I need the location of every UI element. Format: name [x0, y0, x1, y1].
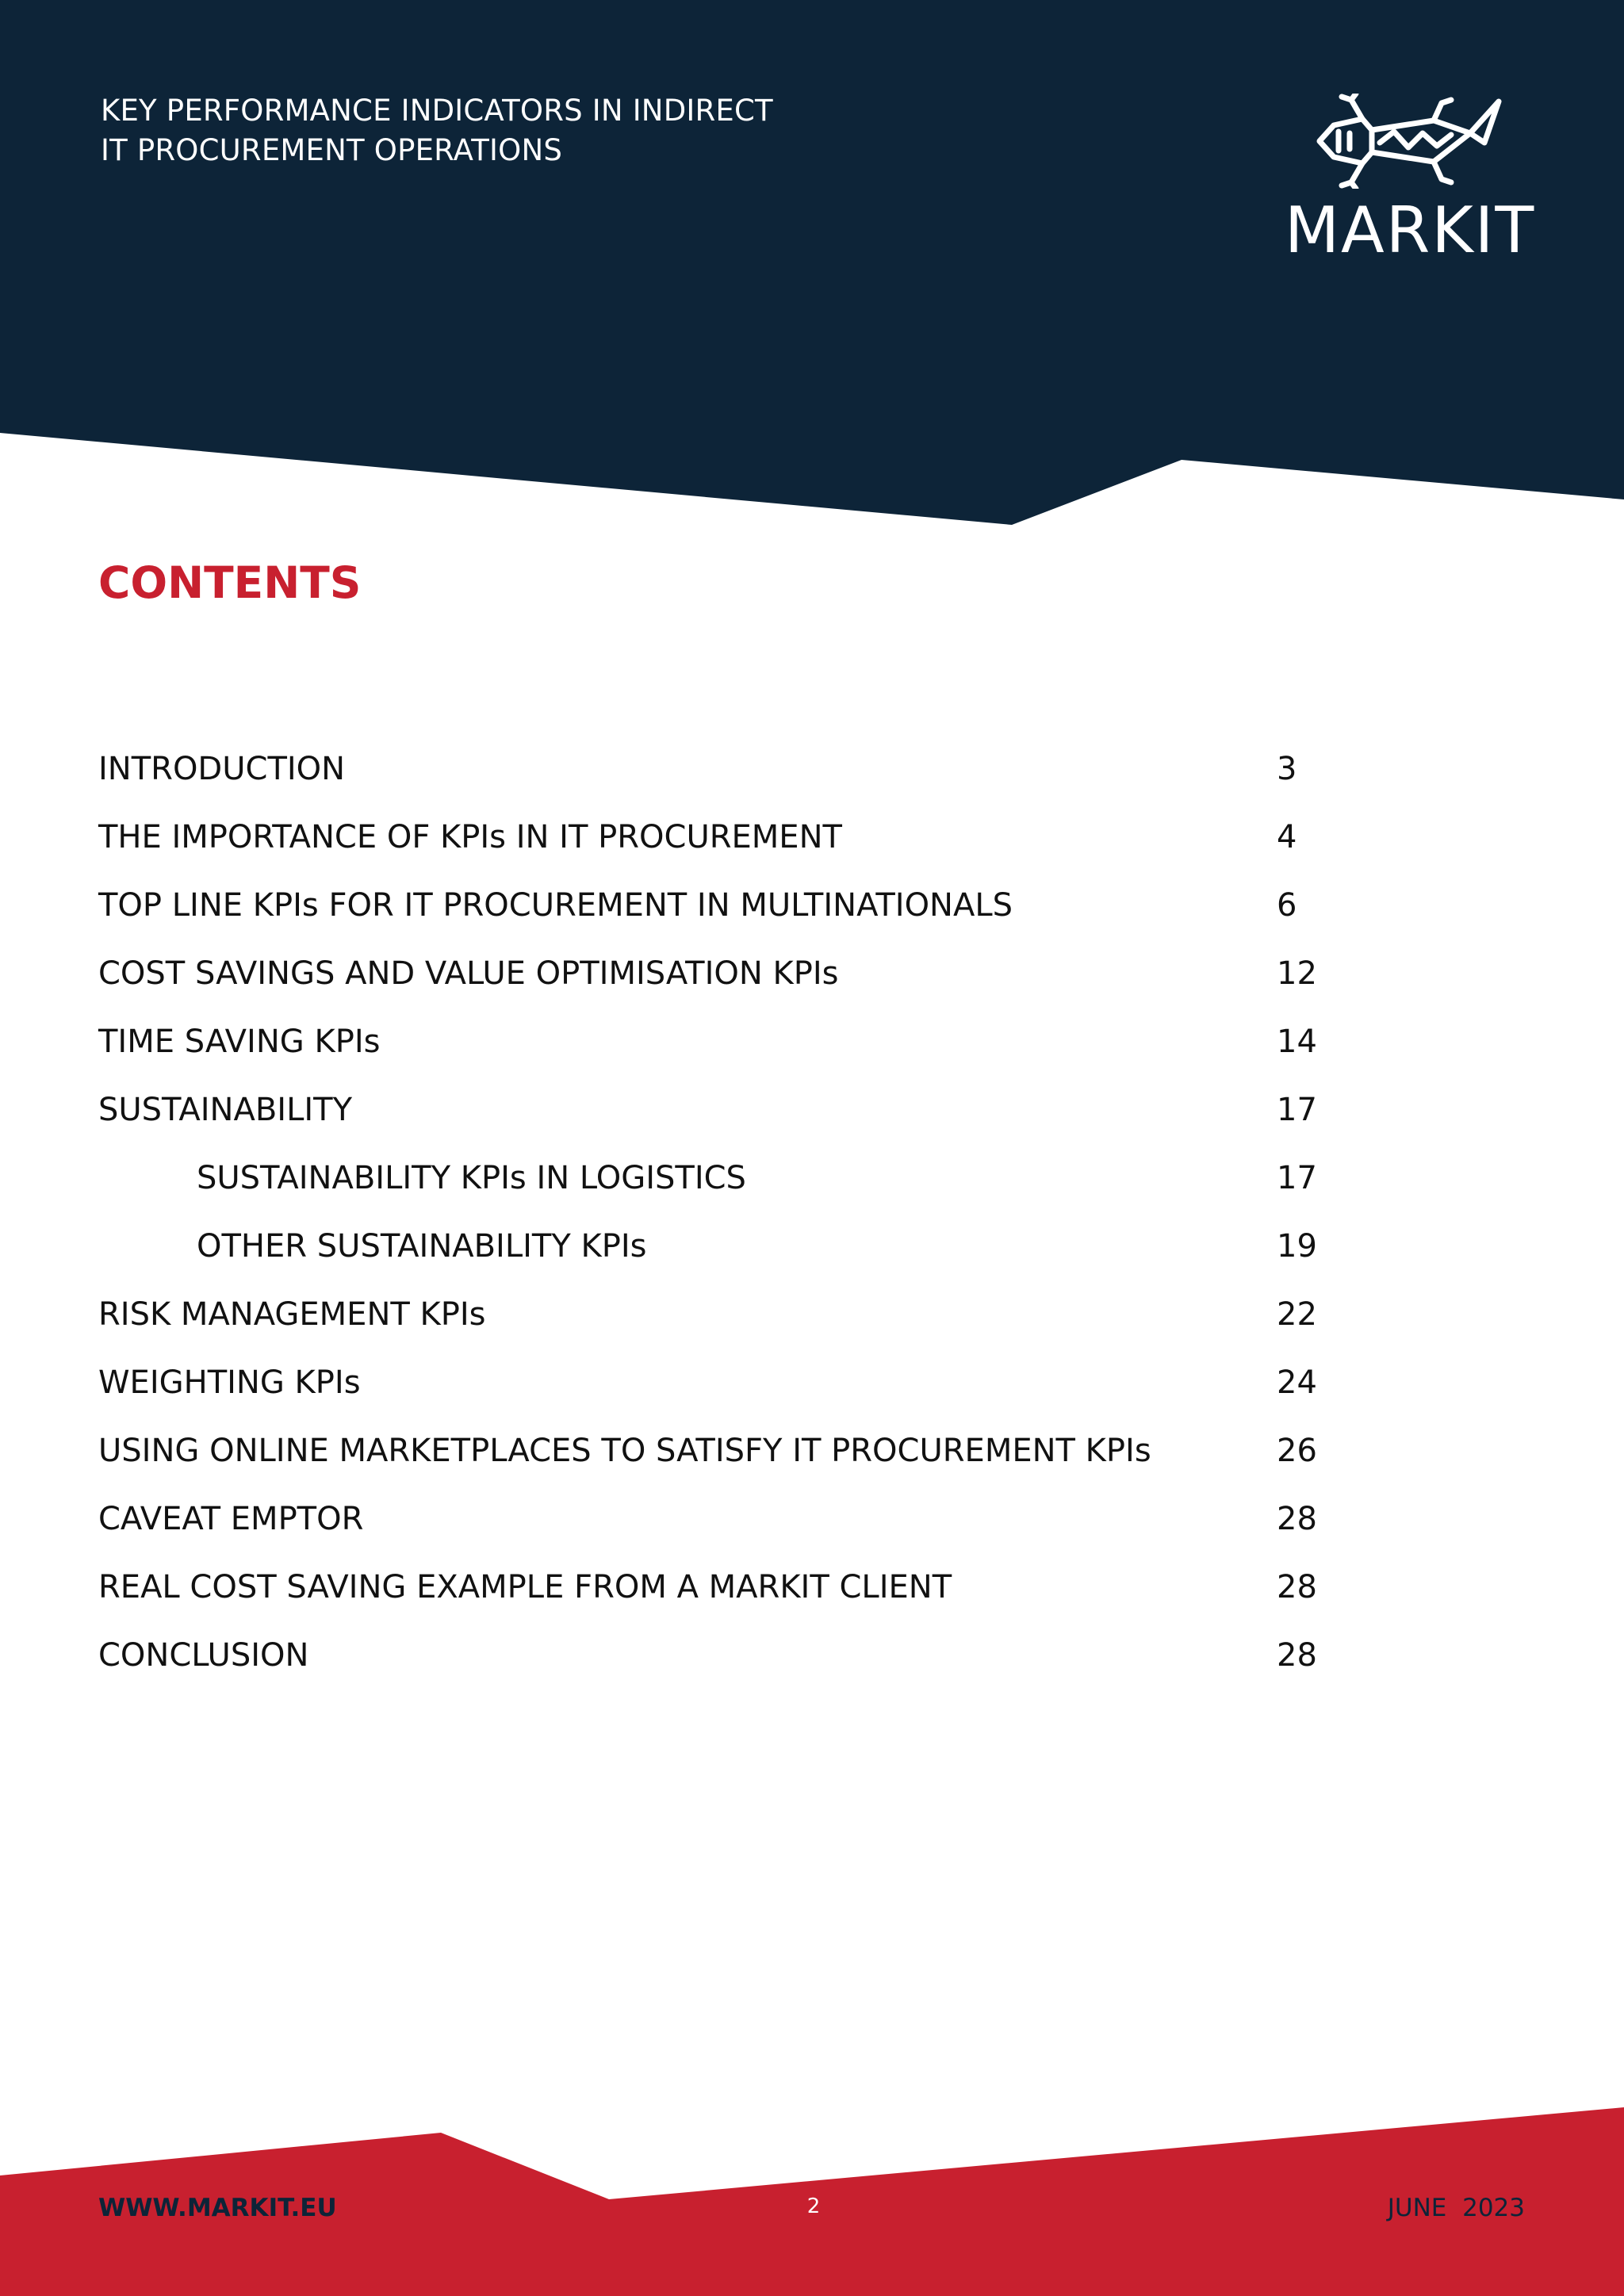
toc-entry-sustainability[interactable] — [98, 1086, 1399, 1154]
toc-entry-label: CONCLUSION — [98, 1637, 309, 1674]
toc-entry-page: 28 — [1277, 1637, 1317, 1674]
toc-entry-label: CAVEAT EMPTOR — [98, 1501, 364, 1537]
toc-entry-page: 17 — [1277, 1092, 1317, 1128]
toc-entry-label: OTHER SUSTAINABILITY KPIs — [197, 1228, 647, 1265]
toc-entry-page: 28 — [1277, 1569, 1317, 1605]
toc-entry-page: 22 — [1277, 1296, 1317, 1333]
document-title-line-2: IT PROCUREMENT OPERATIONS — [101, 133, 563, 167]
document-title — [101, 91, 773, 170]
toc-entry-introduction[interactable] — [98, 745, 1399, 813]
toc-entry-label: WEIGHTING KPIs — [98, 1364, 361, 1401]
toc-entry-page: 19 — [1277, 1228, 1317, 1265]
toc-entry-label: REAL COST SAVING EXAMPLE FROM A MARKIT CLIENT — [98, 1569, 952, 1605]
logo-wordmark: MARKIT — [1285, 193, 1536, 267]
toc-entry-top-line-kpis[interactable] — [98, 882, 1399, 950]
toc-entry-label: TIME SAVING KPIs — [98, 1024, 381, 1060]
toc-entry-page: 26 — [1277, 1433, 1317, 1469]
toc-entry-risk-management[interactable] — [98, 1291, 1399, 1359]
toc-entry-page: 4 — [1277, 819, 1297, 855]
toc-entry-label: RISK MANAGEMENT KPIs — [98, 1296, 486, 1333]
document-title-line-1: KEY PERFORMANCE INDICATORS IN INDIRECT — [101, 94, 773, 128]
toc-entry-page: 14 — [1277, 1024, 1317, 1060]
table-of-contents — [98, 745, 1399, 1700]
toc-entry-label: SUSTAINABILITY — [98, 1092, 353, 1128]
toc-entry-label: SUSTAINABILITY KPIs IN LOGISTICS — [197, 1160, 746, 1196]
header-background — [0, 0, 1624, 539]
toc-entry-page: 17 — [1277, 1160, 1317, 1196]
toc-entry-label: USING ONLINE MARKETPLACES TO SATISFY IT PROCUREMENT KPIs — [98, 1433, 1151, 1469]
footer-website-link[interactable]: WWW.MARKIT.EU — [98, 2194, 337, 2222]
toc-entry-page: 24 — [1277, 1364, 1317, 1401]
toc-entry-time-saving[interactable] — [98, 1018, 1399, 1086]
toc-entry-page: 3 — [1277, 751, 1297, 787]
lizard-logo-icon — [1315, 94, 1505, 189]
toc-entry-online-marketplaces[interactable] — [98, 1427, 1399, 1495]
toc-entry-label: TOP LINE KPIs FOR IT PROCUREMENT IN MULTINATIONALS — [98, 887, 1013, 924]
toc-entry-label: COST SAVINGS AND VALUE OPTIMISATION KPIs — [98, 955, 839, 992]
toc-entry-page: 6 — [1277, 887, 1297, 924]
page-number: 2 — [806, 2195, 821, 2218]
toc-entry-label: INTRODUCTION — [98, 751, 346, 787]
toc-entry-label: THE IMPORTANCE OF KPIs IN IT PROCUREMENT — [98, 819, 842, 855]
toc-subentry-sustainability-logistics[interactable] — [98, 1154, 1399, 1223]
toc-entry-caveat-emptor[interactable] — [98, 1495, 1399, 1563]
publication-date: JUNE 2023 — [1387, 2194, 1525, 2222]
toc-subentry-other-sustainability[interactable] — [98, 1223, 1399, 1291]
toc-entry-page: 12 — [1277, 955, 1317, 992]
toc-entry-cost-savings[interactable] — [98, 950, 1399, 1018]
toc-entry-conclusion[interactable] — [98, 1632, 1399, 1700]
toc-entry-importance-of-kpis[interactable] — [98, 813, 1399, 882]
toc-entry-real-cost-saving[interactable] — [98, 1563, 1399, 1632]
toc-entry-page: 28 — [1277, 1501, 1317, 1537]
toc-entry-weighting[interactable] — [98, 1359, 1399, 1427]
contents-heading: CONTENTS — [98, 557, 362, 608]
markit-logo[interactable] — [1285, 94, 1536, 268]
